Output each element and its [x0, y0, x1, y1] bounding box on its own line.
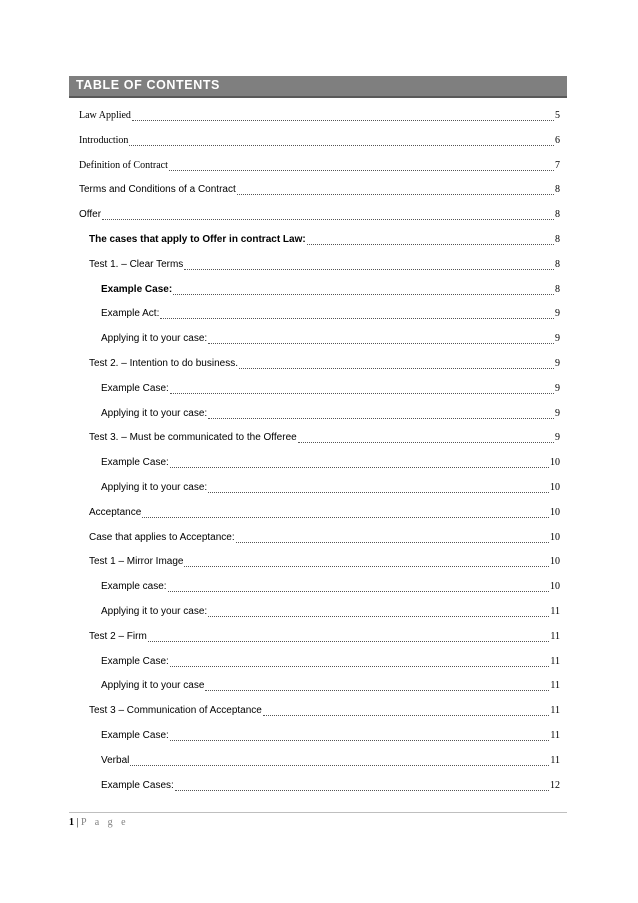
toc-entry-page: 8	[555, 234, 560, 245]
toc-entry-label: Offer	[79, 209, 102, 220]
toc-entry-label: Applying it to your case:	[101, 606, 208, 617]
toc-entry-label: Acceptance	[89, 507, 142, 518]
toc-entry[interactable]	[101, 730, 560, 744]
toc-entry[interactable]	[101, 755, 560, 769]
toc-entry-label: Applying it to your case	[101, 680, 205, 691]
toc-entry-label: Test 1. – Clear Terms	[89, 259, 184, 270]
toc-entry-page: 10	[550, 482, 560, 493]
toc-entry-label: Example Case:	[101, 284, 173, 295]
toc-leader-dots	[184, 558, 549, 567]
toc-entry-label: Example Case:	[101, 656, 169, 667]
toc-entry[interactable]	[79, 209, 560, 223]
toc-leader-dots	[170, 732, 550, 741]
toc-leader-dots	[184, 261, 554, 270]
toc-leader-dots	[148, 633, 550, 642]
toc-leader-dots	[160, 310, 554, 319]
toc-entry[interactable]	[101, 408, 560, 422]
toc-leader-dots	[205, 682, 549, 691]
toc-entry-page: 7	[555, 160, 560, 171]
toc-leader-dots	[208, 608, 549, 617]
toc-entry[interactable]	[101, 457, 560, 471]
toc-entry-page: 9	[555, 333, 560, 344]
toc-entry-page: 10	[550, 457, 560, 468]
toc-entry-label: Test 2 – Firm	[89, 631, 147, 642]
page-footer	[69, 817, 129, 828]
toc-entry-label: Applying it to your case:	[101, 408, 208, 419]
toc-entry-page: 9	[555, 383, 560, 394]
toc-entry-label: Example Case:	[101, 383, 169, 394]
toc-entry[interactable]	[89, 234, 560, 248]
toc-entry-label: Example Case:	[101, 457, 169, 468]
page-word: P a g e	[81, 817, 129, 828]
toc-leader-dots	[208, 335, 554, 344]
toc-entry-label: Verbal	[101, 755, 130, 766]
toc-entry[interactable]	[79, 110, 560, 124]
toc-leader-dots	[102, 211, 554, 220]
toc-entry-page: 9	[555, 408, 560, 419]
toc-entry-label: The cases that apply to Offer in contract Law:	[89, 234, 306, 245]
toc-entry[interactable]	[89, 358, 560, 372]
toc-entry[interactable]	[89, 556, 560, 570]
toc-entry-page: 11	[550, 656, 560, 667]
toc-entry[interactable]	[89, 532, 560, 546]
toc-leader-dots	[170, 459, 549, 468]
toc-entry-page: 11	[550, 631, 560, 642]
toc-leader-dots	[142, 509, 549, 518]
toc-entry-page: 11	[550, 680, 560, 691]
toc-leader-dots	[173, 286, 554, 295]
toc-entry-page: 6	[555, 135, 560, 146]
toc-entry-label: Example Case:	[101, 730, 169, 741]
toc-entry-label: Law Applied	[79, 110, 131, 121]
toc-entry[interactable]	[89, 507, 560, 521]
toc-entry-page: 9	[555, 358, 560, 369]
toc-entry-page: 11	[550, 705, 560, 716]
toc-leader-dots	[239, 360, 554, 369]
toc-entry[interactable]	[101, 680, 560, 694]
toc-title: TABLE OF CONTENTS	[76, 78, 220, 92]
toc-entry-label: Definition of Contract	[79, 160, 168, 171]
toc-entry[interactable]	[79, 160, 560, 174]
toc-leader-dots	[168, 583, 549, 592]
toc-entry[interactable]	[101, 383, 560, 397]
toc-entry-page: 9	[555, 308, 560, 319]
toc-entry-page: 8	[555, 184, 560, 195]
toc-entry-page: 9	[555, 432, 560, 443]
toc-leader-dots	[132, 112, 554, 121]
toc-leader-dots	[169, 162, 554, 171]
toc-entry-page: 11	[550, 606, 560, 617]
toc-entry-page: 10	[550, 532, 560, 543]
toc-entry[interactable]	[101, 482, 560, 496]
toc-entry-page: 11	[550, 730, 560, 741]
toc-entry[interactable]	[101, 308, 560, 322]
toc-entry-label: Example Act:	[101, 308, 160, 319]
toc-entry-label: Test 2. – Intention to do business.	[89, 358, 238, 369]
toc-leader-dots	[170, 658, 550, 667]
page-number: 1	[69, 817, 74, 828]
toc-entry-page: 8	[555, 284, 560, 295]
toc-leader-dots	[237, 186, 554, 195]
toc-entry[interactable]	[101, 780, 560, 794]
footer-divider	[69, 812, 567, 813]
toc-entry-page: 8	[555, 209, 560, 220]
toc-entry-label: Applying it to your case:	[101, 482, 208, 493]
toc-entry[interactable]	[79, 135, 560, 149]
toc-entry[interactable]	[79, 184, 560, 198]
toc-entry-label: Test 3 – Communication of Acceptance	[89, 705, 262, 716]
toc-entry-label: Applying it to your case:	[101, 333, 208, 344]
toc-leader-dots	[208, 484, 549, 493]
toc-leader-dots	[298, 434, 554, 443]
toc-entry-label: Terms and Conditions of a Contract	[79, 184, 236, 195]
toc-entry-label: Example case:	[101, 581, 167, 592]
toc-entry[interactable]	[89, 705, 560, 719]
toc-entry-page: 10	[550, 581, 560, 592]
toc-entry[interactable]	[101, 284, 560, 298]
footer-separator: |	[74, 817, 82, 828]
toc-entry-label: Test 1 – Mirror Image	[89, 556, 184, 567]
toc-entry-page: 5	[555, 110, 560, 121]
toc-leader-dots	[175, 782, 549, 791]
toc-entry-page: 12	[550, 780, 560, 791]
toc-entry[interactable]	[89, 432, 560, 446]
toc-entry-label: Example Cases:	[101, 780, 174, 791]
toc-entry[interactable]	[101, 656, 560, 670]
toc-entry[interactable]	[101, 333, 560, 347]
toc-entry-page: 11	[550, 755, 560, 766]
toc-entry-page: 10	[550, 556, 560, 567]
toc-entry-label: Test 3. – Must be communicated to the Offeree	[89, 432, 297, 443]
toc-leader-dots	[129, 137, 554, 146]
toc-leader-dots	[307, 236, 554, 245]
toc-leader-dots	[208, 410, 554, 419]
toc-leader-dots	[130, 757, 549, 766]
toc-entry[interactable]	[89, 259, 560, 273]
toc-leader-dots	[170, 385, 554, 394]
toc-entry-page: 8	[555, 259, 560, 270]
toc-entry-page: 10	[550, 507, 560, 518]
toc-entry[interactable]	[89, 631, 560, 645]
toc-entry-label: Introduction	[79, 135, 129, 146]
toc-entry-label: Case that applies to Acceptance:	[89, 532, 235, 543]
toc-leader-dots	[263, 707, 549, 716]
toc-header-bar	[69, 76, 567, 98]
toc-entry[interactable]	[101, 606, 560, 620]
toc-entry[interactable]	[101, 581, 560, 595]
toc-leader-dots	[236, 534, 549, 543]
